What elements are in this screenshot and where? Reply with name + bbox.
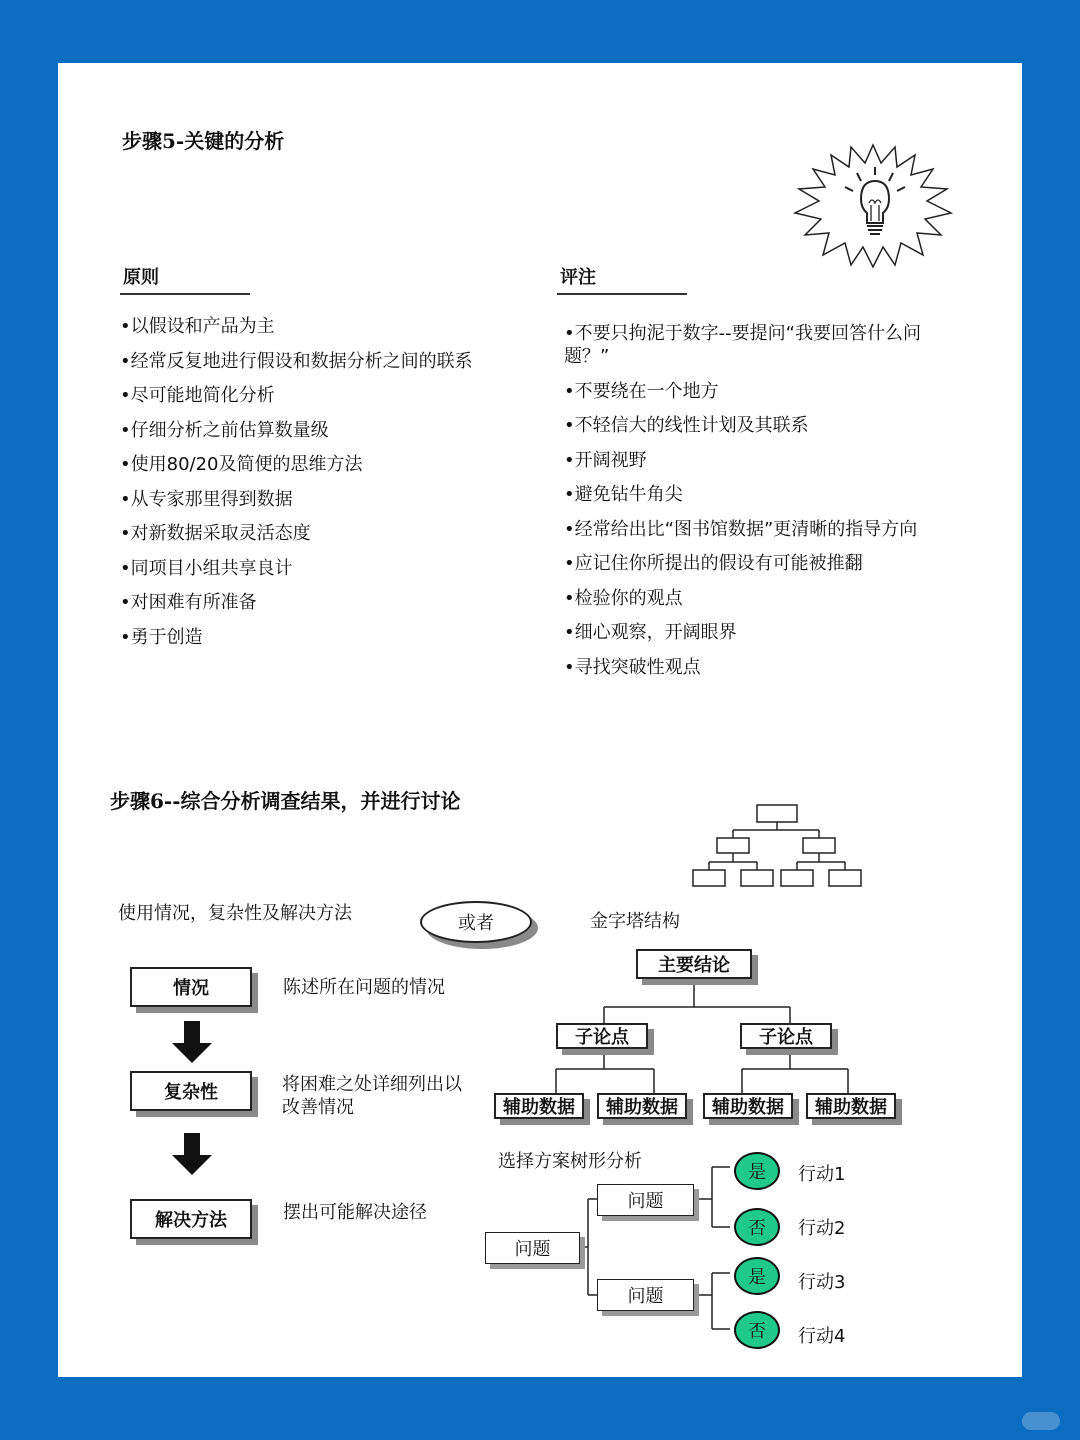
principle-item: • 经常反复地进行假设和数据分析之间的联系 (120, 350, 492, 373)
root-problem-box (485, 1232, 580, 1264)
comment-item: • 应记住你所提出的假设有可能被推翻 (564, 552, 964, 575)
problem-label: 问题 (627, 1286, 664, 1307)
support-data-label: 辅助数据 (606, 1097, 678, 1118)
comment-item: • 检验你的观点 (564, 587, 964, 610)
principle-item: • 勇于创造 (120, 626, 492, 649)
action-label: 行动1 (798, 1164, 846, 1185)
flow-caption: 使用情况，复杂性及解决方法 (118, 903, 352, 924)
step6-title: 步骤6--综合分析调查结果，并进行讨论 (110, 789, 461, 813)
comments-underline (557, 293, 687, 295)
comment-item: • 寻找突破性观点 (564, 656, 964, 679)
action-label: 行动4 (798, 1326, 846, 1347)
comment-item: • 不轻信大的线性计划及其联系 (564, 414, 964, 437)
tree-caption: 选择方案树形分析 (498, 1151, 642, 1172)
support-data-box (597, 1093, 687, 1119)
main-conclusion-label: 主要结论 (658, 955, 730, 976)
comment-item: • 不要只拘泥于数字--要提问“我要回答什么问题？” (564, 322, 964, 368)
org-chart-icon (691, 803, 866, 889)
sub-point-box (556, 1023, 648, 1049)
step5-title: 步骤5-关键的分析 (122, 129, 285, 153)
main-conclusion-box (636, 949, 752, 979)
yes-circle: 是 (734, 1257, 780, 1295)
comments-heading: 评注 (560, 267, 596, 288)
sub-point-label: 子论点 (575, 1027, 629, 1048)
comment-item: • 不要绕在一个地方 (564, 380, 964, 403)
principles-list (120, 315, 492, 660)
situation-label: 情况 (173, 978, 209, 999)
support-data-box (703, 1093, 793, 1119)
principle-item: • 使用80/20及简便的思维方法 (120, 453, 492, 476)
support-data-box (806, 1093, 896, 1119)
principle-item: • 对困难有所准备 (120, 591, 492, 614)
problem-box (597, 1184, 694, 1216)
comment-item: • 避免钻牛角尖 (564, 483, 964, 506)
complication-label: 复杂性 (164, 1082, 218, 1103)
yes-circle: 是 (734, 1152, 780, 1190)
comment-item: • 细心观察，开阔眼界 (564, 621, 964, 644)
support-data-label: 辅助数据 (712, 1097, 784, 1118)
or-label: 或者 (458, 913, 494, 934)
lightbulb-icon (791, 143, 955, 269)
comment-item: • 经常给出比“图书馆数据”更清晰的指导方向 (564, 518, 964, 541)
or-ellipse (420, 901, 538, 949)
solution-desc: 摆出可能解决途径 (283, 1202, 427, 1223)
comments-list (564, 322, 964, 690)
action-label: 行动2 (798, 1218, 846, 1239)
complication-desc: 将困难之处详细列出以改善情况 (282, 1074, 462, 1118)
no-circle: 否 (734, 1311, 780, 1349)
situation-desc: 陈述所在问题的情况 (283, 977, 445, 998)
sub-point-label: 子论点 (759, 1027, 813, 1048)
comment-item: • 开阔视野 (564, 449, 964, 472)
principle-item: • 同项目小组共享良计 (120, 557, 492, 580)
arrow-down-icon (170, 1133, 214, 1177)
tree-connectors (578, 1153, 738, 1343)
principles-underline (120, 293, 250, 295)
document-page (58, 63, 1022, 1377)
root-problem-label: 问题 (514, 1239, 551, 1260)
principle-item: • 以假设和产品为主 (120, 315, 492, 338)
principle-item: • 对新数据采取灵活态度 (120, 522, 492, 545)
problem-label: 问题 (627, 1191, 664, 1212)
principle-item: • 从专家那里得到数据 (120, 488, 492, 511)
support-data-label: 辅助数据 (503, 1097, 575, 1118)
principle-item: • 仔细分析之前估算数量级 (120, 419, 492, 442)
arrow-down-icon (170, 1021, 214, 1065)
complication-box (130, 1071, 252, 1111)
problem-box (597, 1279, 694, 1311)
solution-label: 解决方法 (155, 1210, 227, 1231)
pyramid-caption: 金字塔结构 (590, 911, 680, 932)
watermark-logo (1022, 1412, 1060, 1430)
no-circle: 否 (734, 1208, 780, 1246)
principle-item: • 尽可能地简化分析 (120, 384, 492, 407)
action-label: 行动3 (798, 1272, 846, 1293)
solution-box (130, 1199, 252, 1239)
situation-box (130, 967, 252, 1007)
principles-heading: 原则 (123, 267, 159, 288)
support-data-box (494, 1093, 584, 1119)
support-data-label: 辅助数据 (815, 1097, 887, 1118)
sub-point-box (740, 1023, 832, 1049)
